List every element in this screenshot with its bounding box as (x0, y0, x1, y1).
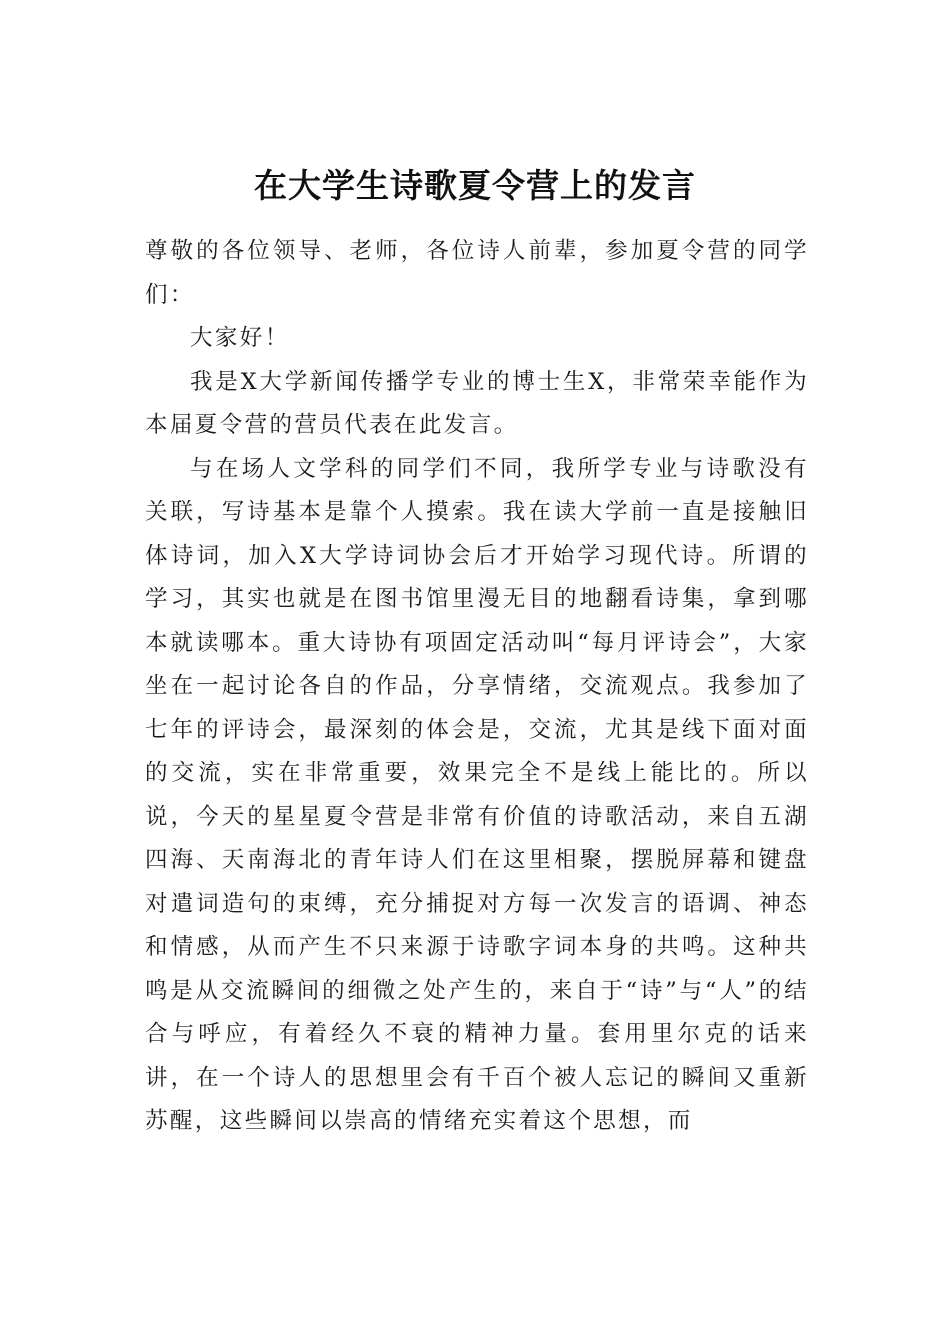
document-body (145, 230, 809, 1144)
introduction-paragraph: 我是X大学新闻传播学专业的博士生X，非常荣幸能作为本届夏令营的营员代表在此发言。 (145, 368, 809, 438)
body-paragraph: 与在场人文学科的同学们不同，我所学专业与诗歌没有关联，写诗基本是靠个人摸索。我在读大学前一直是接触旧体诗词，加入X大学诗词协会后才开始学习现代诗。所谓的学习，其实也就是在图书馆里漫无目的地翻看诗集，拿到哪本就读哪本。重大诗协有项固定活动叫“每月评诗会”，大家坐在一起讨论各自的作品，分享情绪，交流观点。我参加了七年的评诗会，最深刻的体会是，交流，尤其是线下面对面的交流，实在非常重要，效果完全不是线上能比的。所以说，今天的星星夏令营是非常有价值的诗歌活动，来自五湖四海、天南海北的青年诗人们在这里相聚，摆脱屏幕和键盘对遣词造句的束缚，充分捕捉对方每一次发言的语调、神态和情感，从而产生不只来源于诗歌字词本身的共鸣。这种共鸣是从交流瞬间的细微之处产生的，来自于“诗”与“人”的结合与呼应，有着经久不衰的精神力量。套用里尔克的话来讲，在一个诗人的思想里会有千百个被人忘记的瞬间又重新苏醒，这些瞬间以崇高的情绪充实着这个思想，而 (145, 455, 809, 1134)
document-title: 在大学生诗歌夏令营上的发言 (254, 166, 696, 205)
salutation-paragraph: 尊敬的各位领导、老师，各位诗人前辈，参加夏令营的同学们： (145, 238, 809, 308)
greeting-paragraph: 大家好！ (190, 325, 290, 351)
